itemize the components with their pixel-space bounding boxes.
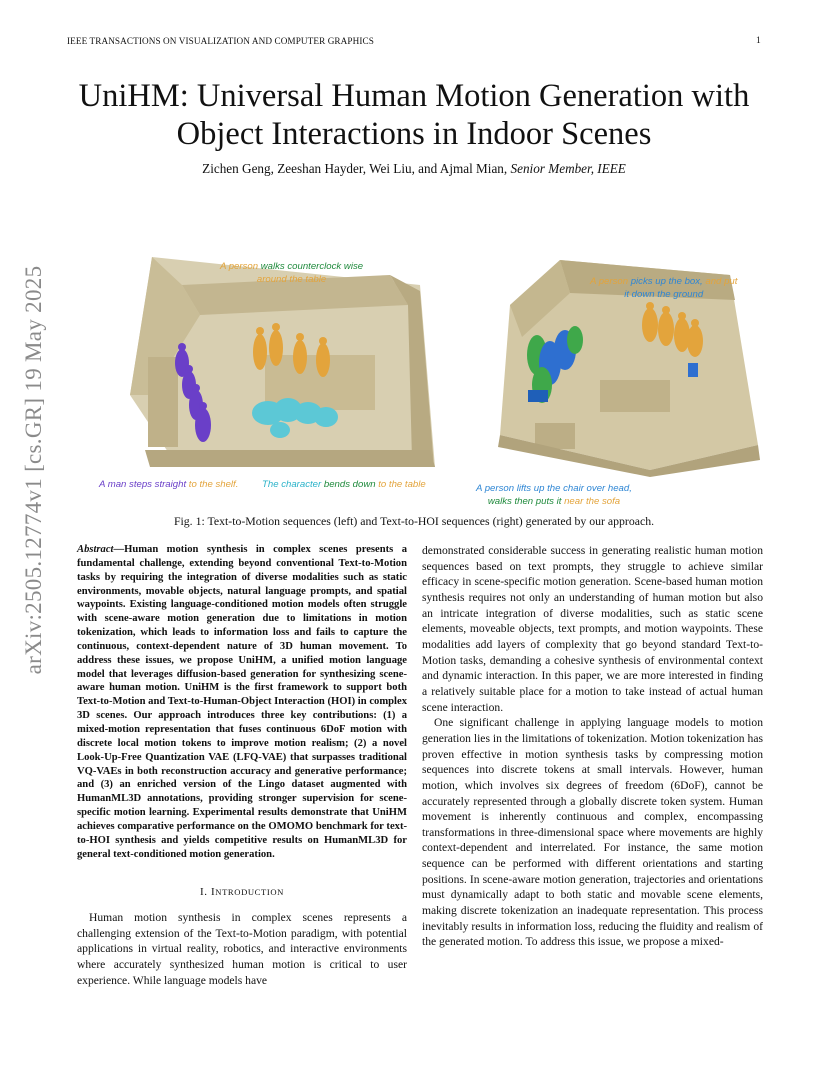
author-membership: Senior Member, IEEE: [510, 161, 626, 176]
right-bottom-caption-b: walks then puts it: [487, 496, 565, 507]
section-heading-introduction: [77, 885, 407, 901]
left-bottom-caption-2: [262, 478, 426, 491]
figure-caption: Fig. 1: Text-to-Motion sequences (left) and Text-to-HOI sequences (right) generated by our approach.: [173, 514, 655, 528]
section-number: I. I: [200, 886, 216, 899]
section-title: NTRODUCTION: [215, 887, 284, 898]
figure-1: [90, 245, 770, 525]
running-head: IEEE TRANSACTIONS ON VISUALIZATION AND COMPUTER GRAPHICS: [67, 36, 374, 46]
right-paragraph-1: demonstrated considerable success in generating realistic human motion sequences based on text prompts, they struggle to achieve similar efficacy in scene-specific motion generation. Scene-based human motion synthesis requires not only an understanding of human motion but also an intricate integration of diverse modalities, such as static scene elements, moveable objects, text prompts, and motion waypoints. These modalities add layers of complexity that go beyond standard Text-to-Motion tasks, demanding a cohesive synthesis of environmental context and dynamic interaction. In this paper, we are more interested in finding a relatively suitable place for a motion to take instead of actual human scene interaction.: [422, 544, 763, 714]
left-bottom-caption-2-a: The character: [262, 479, 324, 490]
right-bottom-caption-a: A person lifts up the chair over head,: [476, 483, 632, 494]
left-bottom-caption-2-c: to the table: [378, 479, 426, 490]
left-top-caption-b: walks counterclock wise: [260, 261, 364, 272]
left-top-caption: [220, 260, 363, 286]
right-scene-sofa: [600, 380, 670, 412]
right-bottom-caption: [476, 482, 632, 508]
intro-paragraph: Human motion synthesis in complex scenes represents a challenging extension of the Text-to-Motion paradigm, with potential applications in virtual reality, robotics, and interactive environments where accurately synthesized human motion is critical to user experience. While language models have: [77, 911, 407, 987]
arxiv-stamp: arXiv:2505.12774v1 [cs.GR] 19 May 2025: [21, 265, 46, 675]
author-list: [50, 161, 778, 177]
left-scene-shelf: [148, 357, 178, 447]
left-bottom-caption-1-a: A man: [99, 479, 130, 490]
left-bottom-caption-1: [99, 478, 238, 491]
paper-title: UniHM: Universal Human Motion Generation with Object Interactions in Indoor Scenes: [78, 78, 750, 152]
abstract-text: —Human motion synthesis in complex scenes presents a fundamental challenge, extending beyond conventional Text-to-Motion tasks by requiring the integration of diverse modalities such as static environments, movable objects, natural language prompts, and spatial waypoints. Existing language-conditioned motion models often struggle with scene-aware motion generation due to limitations in motion tokenization, which leads to information loss and fails to capture the continuous, context-dependent nature of 3D human movement. To address these issues, we propose UniHM, a unified motion language model that leverages diffusion-based generation for synthesizing scene-aware human motion. UniHM is the first framework to support both Text-to-Motion and Text-to-Human-Object Interaction (HOI) in complex 3D scenes. Our approach introduces three key contributions: (1) a mixed-motion representation that fuses continuous 6DoF motion with discrete local motion tokens to improve motion realism; (2) a novel Look-Up-Free Quantization VAE (LFQ-VAE) that surpasses traditional VQ-VAEs in both reconstruction accuracy and generative performance; and (3) an enriched version of the Lingo dataset augmented with HumanML3D annotations, providing stronger supervision for scene-specific motion learning. Experimental results demonstrate that UniHM achieves comparative performance on the OMOMO benchmark for text-to-HOI synthesis and yields competitive results on HumanML3D for general text-conditioned motion generation.: [77, 544, 407, 860]
right-paragraph-2: One significant challenge in applying language models to motion generation lies in the limitations of tokenization. Motion tokenization has proven effective in motion synthesis tasks by compressing motion sequences into discrete tokens at small intervals. However, human motion, which involves six degrees of freedom (6DoF), cannot be accurately represented through a globally discrete token system. Human movement is inherently continuous and complex, encompassing transformations in three-dimensional space where movements are highly context-dependent and interrelated. For instance, the same motion sequence can be performed with different orientations and starting positions. In scene-aware motion generation, trajectories and orientations must dynamically adapt to both static and movable scene elements, making discrete tokenization an inadequate representation. This process inevitably results in information loss, reducing the fluidity and realism of the generated motion. To address this issue, we propose a mixed-: [422, 716, 763, 949]
left-top-caption-a: A person: [220, 261, 261, 272]
abstract: [77, 543, 407, 861]
left-column: [77, 543, 407, 988]
left-bottom-caption-1-b: steps straight: [129, 479, 189, 490]
right-top-caption-d: it down the ground: [624, 289, 704, 300]
abstract-label: Abstract: [77, 544, 114, 555]
right-top-caption-b: picks up the box,: [630, 276, 706, 287]
page-number: 1: [756, 36, 761, 46]
right-bottom-caption-c: near the sofa: [564, 496, 621, 507]
right-top-caption-c: and put: [705, 276, 738, 287]
left-top-caption-c: around the table: [256, 274, 327, 285]
author-names: Zichen Geng, Zeeshan Hayder, Wei Liu, and Ajmal Mian,: [202, 161, 511, 176]
left-scene-base: [145, 450, 435, 467]
left-bottom-caption-1-c: to the shelf.: [188, 479, 239, 490]
right-top-caption-a: A person: [590, 276, 631, 287]
left-bottom-caption-2-b: bends down: [323, 479, 379, 490]
right-column: [422, 543, 763, 950]
right-top-caption: [590, 275, 737, 301]
